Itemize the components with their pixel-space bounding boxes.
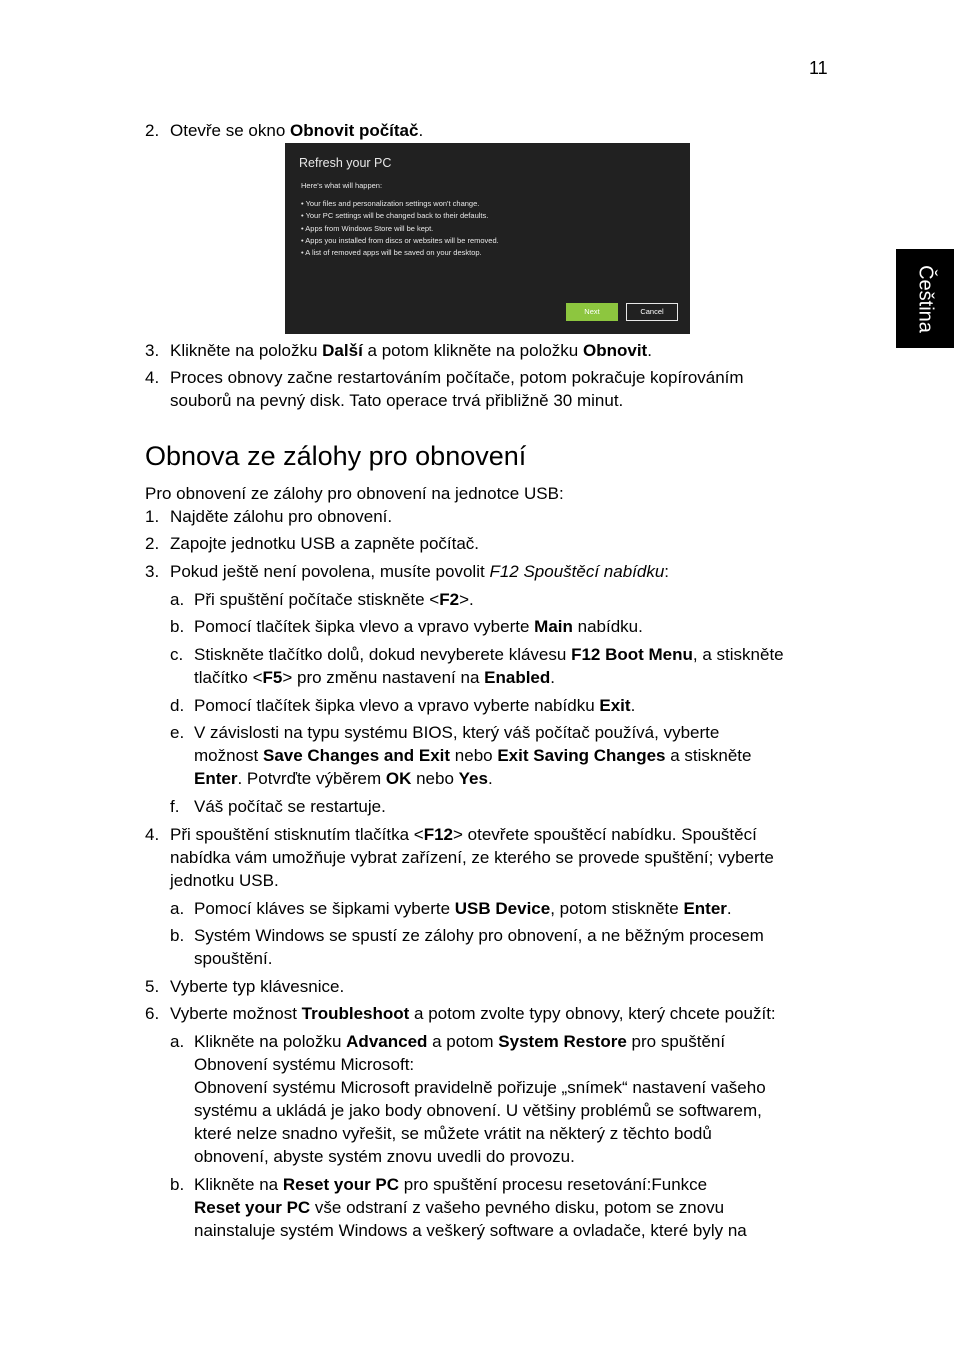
page-number: 11 — [809, 58, 828, 78]
intro-paragraph: Pro obnovení ze zálohy pro obnovení na jednotce USB: — [145, 484, 564, 503]
panel-bullet: • Apps from Windows Store will be kept. — [301, 223, 434, 233]
sub-list-continuation: obnovení, abyste systém znovu uvedli do provozu. — [194, 1147, 575, 1166]
sub-list-continuation: nainstaluje systém Windows a veškerý software a ovladače, které byly na — [194, 1221, 747, 1240]
panel-bullet-list — [301, 198, 499, 259]
language-tab-label: Čeština — [914, 264, 937, 333]
panel-bullet: • A list of removed apps will be saved on your desktop. — [301, 248, 482, 258]
sub-list-continuation: které nelze snadno vyřešit, se můžete vrátit na některý z těchto bodů — [194, 1124, 712, 1143]
list-item-continuation: souborů na pevný disk. Tato operace trvá přibližně 30 minut. — [170, 391, 624, 410]
sub-list-continuation: možnost Save Changes and Exit nebo Exit Saving Changes a stiskněte — [194, 746, 752, 765]
section-heading: Obnova ze zálohy pro obnovení — [145, 441, 527, 471]
language-tab — [896, 249, 954, 348]
sub-list-continuation: Obnovení systému Microsoft: — [194, 1055, 415, 1074]
panel-bullet: • Apps you installed from discs or websites will be removed. — [301, 235, 499, 245]
sub-list-continuation: Enter. Potvrďte výběrem OK nebo Yes. — [194, 769, 493, 788]
sub-list-continuation: spouštění. — [194, 949, 273, 968]
next-button[interactable]: Next — [566, 303, 618, 321]
sub-list-continuation: Reset your PC vše odstraní z vašeho pevného disku, potom se znovu — [194, 1198, 725, 1217]
panel-subtitle: Here's what will happen: — [301, 181, 383, 190]
panel-bullet: • Your PC settings will be changed back to their defaults. — [301, 211, 489, 221]
sub-list-continuation: systému a ukládá je jako body obnovení. U většiny problémů se softwarem, — [194, 1101, 762, 1120]
panel-title: Refresh your PC — [299, 156, 392, 170]
refresh-pc-screenshot — [285, 143, 690, 334]
list-item-continuation: jednotku USB. — [170, 871, 279, 890]
sub-list-continuation: Obnovení systému Microsoft pravidelně pořizuje „snímek“ nastavení vašeho — [194, 1078, 766, 1097]
list-item-continuation: nabídka vám umožňuje vybrat zařízení, ze kterého se provede spuštění; vyberte — [170, 848, 774, 867]
panel-bullet: • Your files and personalization settings won't change. — [301, 199, 480, 208]
sub-list-continuation: tlačítko <F5> pro změnu nastavení na Enabled. — [194, 668, 555, 687]
cancel-button[interactable]: Cancel — [626, 303, 678, 321]
